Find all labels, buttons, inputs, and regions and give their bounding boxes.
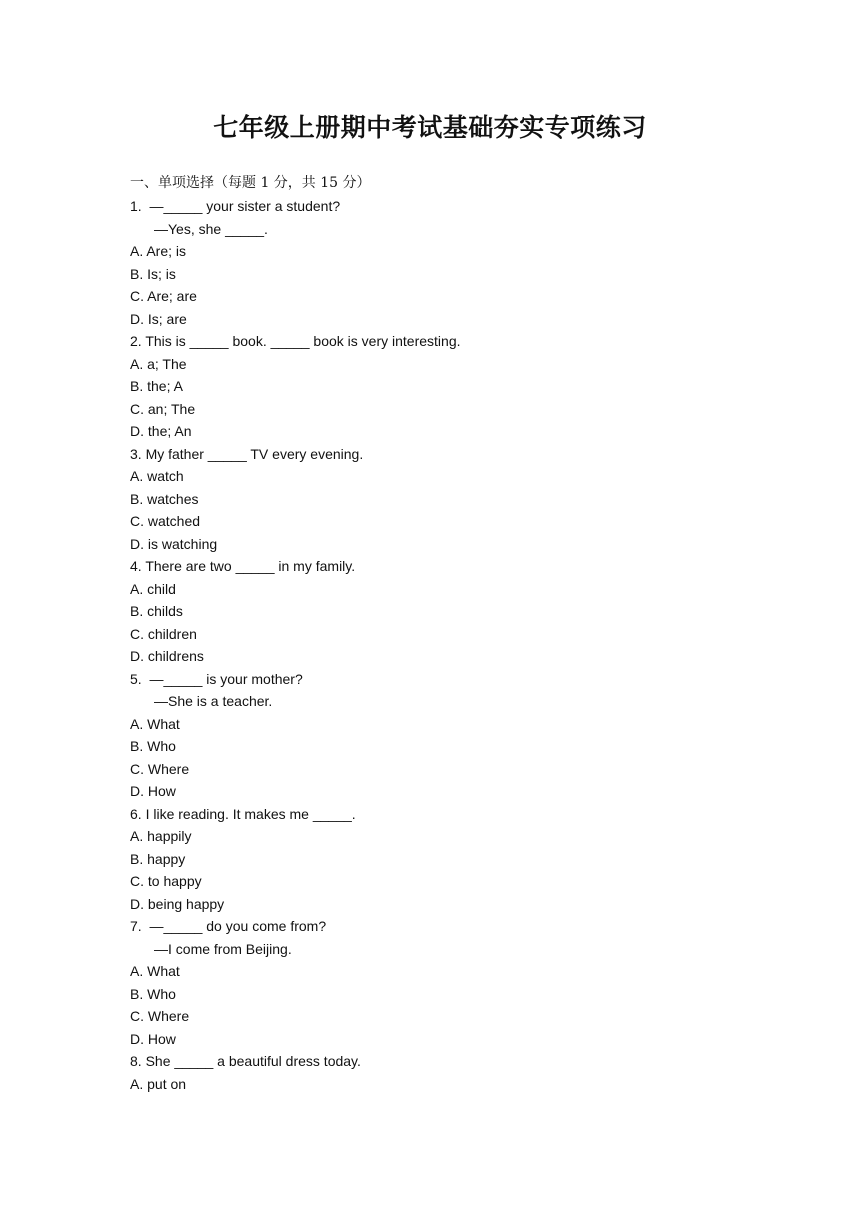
dialogue-line: —She is a teacher. — [154, 693, 273, 709]
dialogue-line: —I come from Beijing. — [154, 940, 292, 957]
option-line: D. How — [130, 1030, 176, 1047]
option-line: C. an; The — [130, 400, 196, 417]
question-line: 6. I like reading. It makes me _____. — [130, 805, 356, 822]
option-line: C. to happy — [130, 873, 202, 889]
option-line: C. children — [130, 625, 197, 642]
option-line: A. a; The — [130, 355, 187, 372]
option-line: C. Where — [130, 1008, 190, 1024]
option-line: B. the; A — [130, 378, 183, 394]
option-line: D. being happy — [130, 895, 225, 912]
option-line: C. Where — [130, 760, 190, 777]
option-line: B. watches — [130, 490, 199, 507]
option-line: D. is watching — [130, 535, 218, 552]
option-line: A. watch — [130, 468, 184, 484]
option-line: A. happily — [130, 828, 192, 844]
option-line: B. childs — [130, 603, 183, 619]
option-line: B. Who — [130, 738, 176, 754]
option-line: D. How — [130, 783, 176, 799]
question-list — [130, 195, 770, 1095]
option-line: D. childrens — [130, 648, 204, 664]
option-line: B. Who — [130, 985, 176, 1002]
option-line: C. watched — [130, 513, 201, 529]
question-line: 7. —_____ do you come from? — [130, 918, 327, 934]
option-line: B. happy — [130, 850, 186, 867]
question-line: 8. She _____ a beautiful dress today. — [130, 1053, 361, 1069]
option-line: A. What — [130, 963, 180, 979]
question-line: 2. This is _____ book. _____ book is very interesting. — [130, 333, 461, 349]
option-line: D. Is; are — [130, 310, 187, 327]
option-line: A. What — [130, 715, 180, 732]
option-line: A. child — [130, 580, 176, 597]
question-line: 5. —_____ is your mother? — [130, 670, 303, 687]
option-line: D. the; An — [130, 423, 192, 439]
option-line: A. put on — [130, 1075, 187, 1092]
option-line: B. Is; is — [130, 265, 176, 282]
question-line: 4. There are two _____ in my family. — [130, 558, 356, 574]
question-line: 3. My father _____ TV every evening. — [130, 445, 364, 462]
page-title: 七年级上册期中考试基础夯实专项练习 — [213, 113, 647, 142]
option-line: C. Are; are — [130, 288, 197, 304]
question-line: 1. —_____ your sister a student? — [130, 198, 341, 214]
dialogue-line: —Yes, she _____. — [154, 220, 268, 237]
option-line: A. Are; is — [130, 243, 187, 259]
section-heading: 一、单项选择（每题 1 分，共 15 分） — [130, 175, 371, 191]
